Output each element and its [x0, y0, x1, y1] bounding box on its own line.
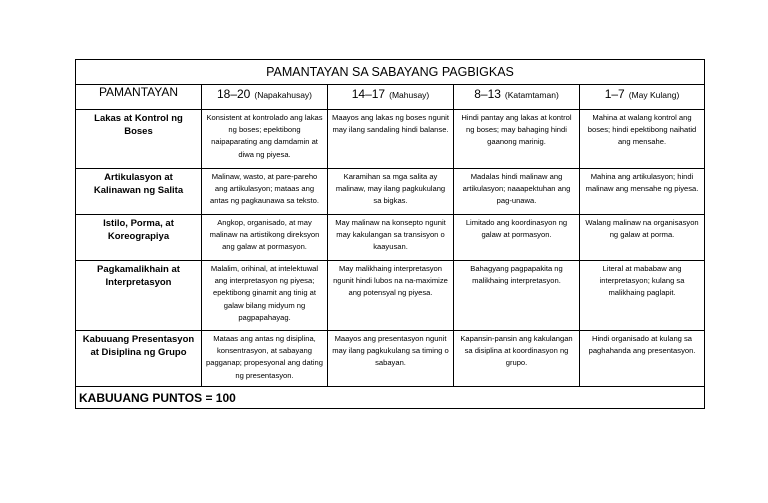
rubric-row	[76, 110, 705, 169]
rubric-row	[76, 169, 705, 215]
description-cell: Maayos ang presentasyon ngunit may ilang pagkukulang sa timing o sabayan.	[328, 331, 454, 387]
level-score: 18–20	[216, 87, 251, 101]
description-cell: May malinaw na konsepto ngunit may kakulangan sa transisyon o kaayusan.	[328, 215, 454, 261]
description-cell: Malalim, orihinal, at intelektuwal ang interpretasyon ng piyesa; epektibong ginamit ang tinig at galaw bilang midyum ng pagpapahayag.	[202, 261, 328, 331]
level-label: (Napakahusay)	[254, 90, 312, 100]
description-cell: Mataas ang antas ng disiplina, konsentrasyon, at sabayang pagganap; propesyonal ang dating ng presentasyon.	[202, 331, 328, 387]
description-cell: Kapansin-pansin ang kakulangan sa disiplina at koordinasyon ng grupo.	[454, 331, 580, 387]
description-cell: Literal at mababaw ang interpretasyon; kulang sa malikhaing paglapit.	[580, 261, 705, 331]
header-row	[76, 85, 705, 110]
criterion-label: Artikulasyon at Kalinawan ng Salita	[76, 169, 202, 215]
description-cell: Hindi organisado at kulang sa paghahanda ang presentasyon.	[580, 331, 705, 387]
criterion-label: Kabuuang Presentasyon at Disiplina ng Grupo	[76, 331, 202, 387]
description-cell: Limitado ang koordinasyon ng galaw at pormasyon.	[454, 215, 580, 261]
rubric-title: PAMANTAYAN SA SABAYANG PAGBIGKAS	[76, 60, 705, 85]
description-cell: Konsistent at kontrolado ang lakas ng boses; epektibong naipaparating ang damdamin at diwa ng piyesa.	[202, 110, 328, 169]
level-header	[328, 85, 454, 110]
description-cell: Karamihan sa mga salita ay malinaw, may ilang pagkukulang sa bigkas.	[328, 169, 454, 215]
criterion-label: Lakas at Kontrol ng Boses	[76, 110, 202, 169]
level-label: (Mahusay)	[389, 90, 430, 100]
description-cell: May malikhaing interpretasyon ngunit hindi lubos na na-maximize ang potensyal ng piyesa.	[328, 261, 454, 331]
level-label: (May Kulang)	[628, 90, 680, 100]
level-score: 1–7	[604, 87, 625, 101]
level-score: 14–17	[351, 87, 386, 101]
criterion-label: Istilo, Porma, at Koreograpiya	[76, 215, 202, 261]
description-cell: Mahina at walang kontrol ang boses; hindi epektibong naihatid ang mensahe.	[580, 110, 705, 169]
rubric-row	[76, 215, 705, 261]
rubric-row	[76, 331, 705, 387]
description-cell: Madalas hindi malinaw ang artikulasyon; naaapektuhan ang pag-unawa.	[454, 169, 580, 215]
description-cell: Hindi pantay ang lakas at kontrol ng boses; may bahaging hindi gaanong marinig.	[454, 110, 580, 169]
total-points: KABUUANG PUNTOS = 100	[76, 387, 705, 409]
criteria-header: PAMANTAYAN	[76, 85, 202, 110]
description-cell: Malinaw, wasto, at pare-pareho ang artikulasyon; mataas ang antas ng pagkaunawa sa teksto.	[202, 169, 328, 215]
level-label: (Katamtaman)	[504, 90, 559, 100]
level-score: 8–13	[474, 87, 501, 101]
level-header	[202, 85, 328, 110]
rubric-row	[76, 261, 705, 331]
description-cell: Walang malinaw na organisasyon ng galaw at porma.	[580, 215, 705, 261]
rubric-table	[75, 59, 705, 409]
description-cell: Bahagyang pagpapakita ng malikhaing interpretasyon.	[454, 261, 580, 331]
level-header	[580, 85, 705, 110]
description-cell: Angkop, organisado, at may malinaw na artistikong direksyon ang galaw at pormasyon.	[202, 215, 328, 261]
description-cell: Maayos ang lakas ng boses ngunit may ilang sandaling hindi balanse.	[328, 110, 454, 169]
criterion-label: Pagkamalikhain at Interpretasyon	[76, 261, 202, 331]
level-header	[454, 85, 580, 110]
description-cell: Mahina ang artikulasyon; hindi malinaw ang mensahe ng piyesa.	[580, 169, 705, 215]
